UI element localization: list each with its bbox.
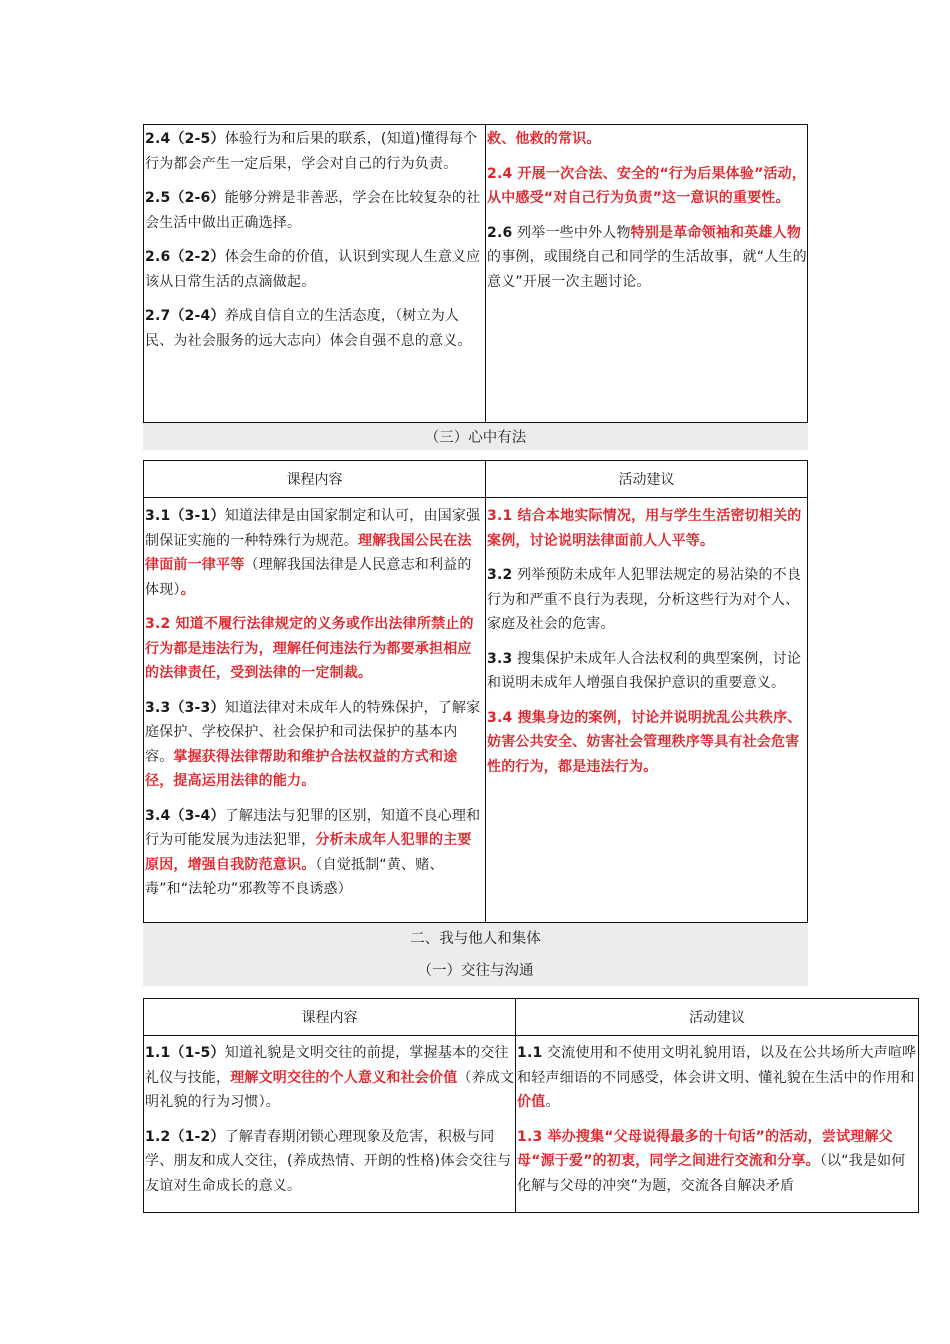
table-item <box>487 706 807 780</box>
table-item <box>487 162 807 211</box>
highlighted-text: 。 <box>180 581 195 598</box>
highlighted-text: 价值 <box>517 1094 546 1110</box>
table-item <box>487 127 807 152</box>
item-text: 了解青春期闭锁心理现象及危害，积极与同学、朋友和成人交往，(养成热情、开朗的性格)体会交往与友谊对生命成长的意义。 <box>145 1128 512 1194</box>
highlighted-text: 救、他救的常识。 <box>487 131 601 147</box>
highlighted-text: 3.4 搜集身边的案例，讨论并说明扰乱公共秩序、妨害公共安全、妨害社会管理秩序等具有社会危害性的行为，都是违法行为。 <box>487 709 802 775</box>
item-number: 3.1（3-1） <box>145 508 225 524</box>
highlighted-text: 3.1 结合本地实际情况，用与学生生活密切相关的案例，讨论说明法律面前人人平等。 <box>487 508 802 549</box>
highlighted-text: 理解文明交往的个人意义和社会价值 <box>230 1069 458 1086</box>
item-number: 2.6（2-2） <box>145 249 225 265</box>
table-1-content-cell <box>144 125 485 422</box>
item-number: 2.7（2-4） <box>145 308 225 324</box>
item-text: 体验行为和后果的联系，(知道)懂得每个行为都会产生一定后果，学会对自己的行为负责。 <box>145 131 478 172</box>
table-3-content-cell <box>144 1036 515 1212</box>
section-heading-others-text: 二、我与他人和集体 <box>410 931 541 947</box>
item-text: 的事例，或围绕自己和同学的生活故事，就“人生的意义”开展一次主题讨论。 <box>487 249 807 290</box>
table-item <box>145 245 485 294</box>
item-text: 列举一些中外人物 <box>512 224 631 241</box>
item-text: （养成文明礼貌的行为习惯）。 <box>145 1069 515 1110</box>
highlighted-text: 特别是革命领袖和英雄人物 <box>630 224 802 241</box>
item-number: 3.2 <box>487 567 513 583</box>
table-2 <box>143 460 808 923</box>
highlighted-text: 理解我国公民在法律面前一律平等 <box>145 532 472 573</box>
table-3-header-activity: 活动建议 <box>515 999 918 1035</box>
table-item <box>487 563 807 637</box>
item-text: 养成自信自立的生活态度，（树立为人民、为社会服务的远大志向）体会自强不息的意义。 <box>145 308 472 349</box>
table-3 <box>143 998 919 1213</box>
item-text: 知道法律是由国家制定和认可，由国家强制保证实施的一种特殊行为规范。 <box>145 508 481 549</box>
item-number: 2.4（2-5） <box>145 131 225 147</box>
table-1-activity-cell <box>485 125 807 422</box>
section-heading-law <box>143 423 808 450</box>
section-heading-law-text: （三）心中有法 <box>424 430 527 446</box>
table-item <box>145 1041 515 1115</box>
table-item <box>517 1125 918 1199</box>
table-item <box>145 304 485 353</box>
highlighted-text: 分析未成年人犯罪的主要原因，增强自我防范意识。 <box>145 832 472 873</box>
section-heading-others <box>143 923 808 952</box>
table-item <box>487 221 807 295</box>
highlighted-text: 2.4 开展一次合法、安全的“行为后果体验”活动，从中感受“对自己行为负责”这一意识的重要性。 <box>487 165 807 206</box>
item-number: 3.3 <box>487 650 513 667</box>
table-item <box>145 804 485 902</box>
highlighted-text: 3.2 知道不履行法律规定的义务或作出法律所禁止的行为都是违法行为，理解任何违法行为都要承担相应的法律责任，受到法律的一定制裁。 <box>145 616 474 681</box>
item-text: 了解违法与犯罪的区别，知道不良心理和行为可能发展为违法犯罪， <box>145 807 481 848</box>
table-item <box>145 1125 515 1199</box>
item-number: 2.5（2-6） <box>145 190 225 206</box>
item-number: 1.1（1-5） <box>145 1045 225 1061</box>
item-number: 2.6 <box>487 224 513 241</box>
table-item <box>145 504 485 602</box>
item-number: 1.2（1-2） <box>145 1128 225 1145</box>
item-number: 1.1 <box>517 1045 543 1061</box>
table-item <box>145 127 485 176</box>
table-3-activity-cell <box>515 1036 918 1212</box>
item-text: 知道礼貌是文明交往的前提，掌握基本的交往礼仪与技能， <box>145 1045 509 1086</box>
item-number: 3.3（3-3） <box>145 699 225 716</box>
highlighted-text: 掌握获得法律帮助和维护合法权益的方式和途径，提高运用法律的能力。 <box>145 748 458 789</box>
table-2-content-cell <box>144 498 485 922</box>
item-text: 交流使用和不使用文明礼貌用语，以及在公共场所大声喧哗和轻声细语的不同感受，体会讲文明、懂礼貌在生活中的作用和 <box>517 1045 917 1086</box>
table-item <box>145 186 485 235</box>
item-text: 能够分辨是非善恶，学会在比较复杂的社会生活中做出正确选择。 <box>145 190 481 231</box>
table-3-header <box>144 999 918 1036</box>
item-text: 。 <box>545 1094 560 1110</box>
item-text: （以“我是如何化解与父母的冲突”为题，交流各自解决矛盾 <box>517 1153 906 1194</box>
table-2-activity-cell <box>485 498 807 922</box>
highlighted-text: 1.3 举办搜集“父母说得最多的十句话”的活动，尝试理解父母“源于爱”的初衷，同学之间进行交流和分享。 <box>517 1128 893 1169</box>
table-item <box>145 612 485 686</box>
table-item <box>517 1041 918 1115</box>
subsection-heading-communication <box>143 952 808 986</box>
table-item <box>487 647 807 696</box>
table-1 <box>143 124 808 423</box>
table-2-header-activity: 活动建议 <box>485 461 807 497</box>
subsection-heading-communication-text: （一）交往与沟通 <box>417 962 534 979</box>
item-number: 3.4（3-4） <box>145 807 225 824</box>
item-text: 搜集保护未成年人合法权利的典型案例，讨论和说明未成年人增强自我保护意识的重要意义。 <box>487 650 802 691</box>
table-2-header-content: 课程内容 <box>286 472 343 488</box>
item-text: 列举预防未成年人犯罪法规定的易沾染的不良行为和严重不良行为表现，分析这些行为对个人、家庭及社会的危害。 <box>487 567 802 632</box>
table-item <box>145 696 485 794</box>
item-text: 体会生命的价值，认识到实现人生意义应该从日常生活的点滴做起。 <box>145 249 481 290</box>
item-text: （理解我国法律是人民意志和利益的体现） <box>145 557 472 598</box>
table-3-header-content: 课程内容 <box>301 1010 358 1026</box>
item-text: 知道法律对未成年人的特殊保护，了解家庭保护、学校保护、社会保护和司法保护的基本内容。 <box>145 699 481 765</box>
item-text: （自觉抵制“黄、赌、毒”和“法轮功”邪教等不良诱惑） <box>145 856 444 897</box>
table-2-header <box>144 461 807 498</box>
table-item <box>487 504 807 553</box>
